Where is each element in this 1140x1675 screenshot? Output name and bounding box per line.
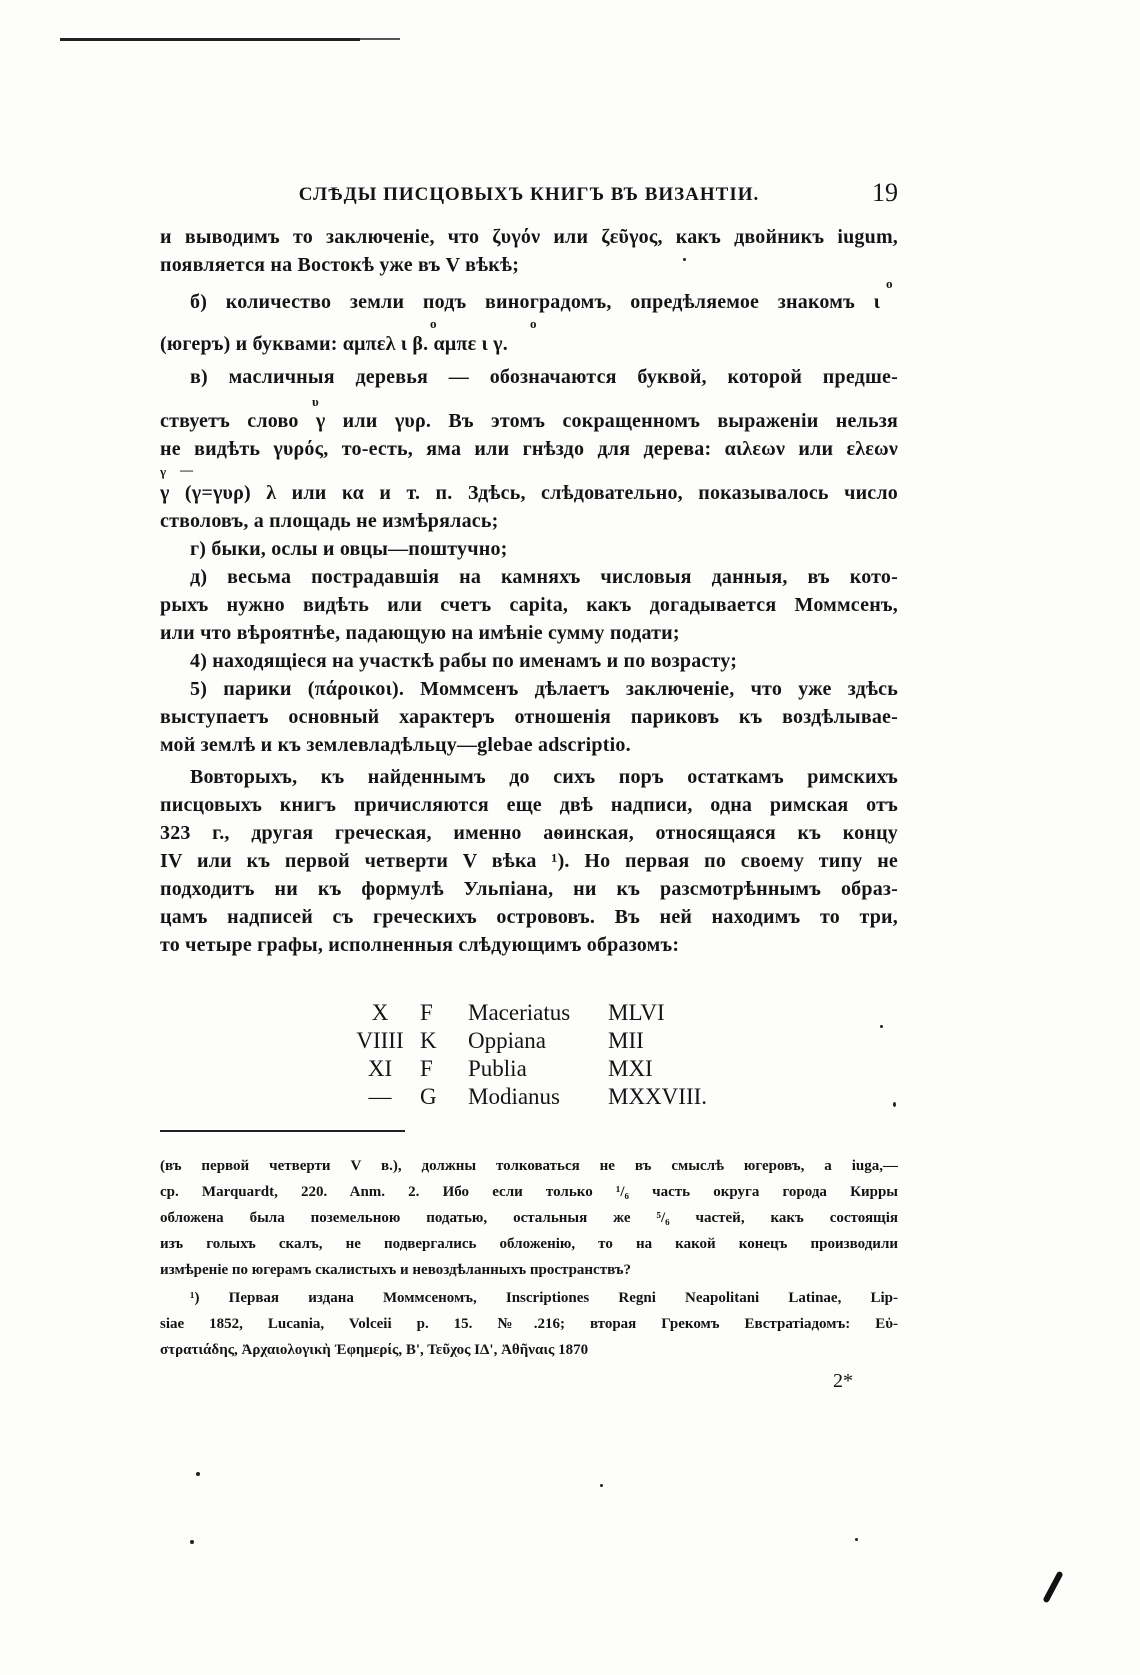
scan-speck	[683, 258, 686, 261]
body-line: подходитъ ни къ формулѣ Ульпіана, ни къ разсмотрѣннымъ образ-	[160, 878, 898, 900]
table-cell: X	[371, 1000, 389, 1025]
scan-speck	[855, 1538, 858, 1541]
footnote-line: ¹) Первая издана Моммсеномъ, Inscriptiones Regni Neapolitani Latinae, Lip-	[190, 1290, 898, 1306]
body-line: в) масличныя деревья — обозначаются буквой, которой предше-	[190, 366, 898, 388]
footnote-line: ср. Marquardt, 220. Anm. 2. Ибо если только ¹/₆ часть округа города Кирры	[160, 1184, 898, 1200]
sup-mark-gamma: γ	[160, 464, 167, 479]
body-line: 323 г., другая греческая, именно аѳинская, относящаяся къ концу	[160, 822, 898, 844]
body-line: ствуетъ слово γ или γυρ. Въ этомъ сокращенномъ выраженіи нельзя	[160, 410, 898, 432]
body-line: IV или къ первой четверти V вѣка ¹). Но первая по своему типу не	[160, 850, 898, 872]
body-line: или что вѣроятнѣе, падающую на имѣніе сумму подати;	[160, 622, 680, 644]
body-line: 4) находящіеся на участкѣ рабы по именамъ и по возрасту;	[190, 650, 738, 672]
scan-speck	[893, 1102, 896, 1107]
table-cell: MII	[608, 1028, 644, 1053]
sup-mark-o: o	[430, 316, 437, 331]
running-title: СЛѢДЫ ПИСЦОВЫХЪ КНИГЪ ВЪ ВИЗАНТІИ.	[298, 184, 760, 205]
footnote-line: обложена была поземельною податью, остальныя же ⁵/₆ частей, какъ состоящія	[160, 1210, 898, 1226]
scan-stroke	[1042, 1571, 1063, 1604]
table-cell: F	[420, 1056, 433, 1081]
body-line: не видѣть γυρός, то-есть, яма или гнѣздо для дерева: αιλεων или ελεων	[160, 438, 898, 460]
body-line: Вовторыхъ, къ найденнымъ до сихъ поръ остаткамъ римскихъ	[190, 766, 898, 788]
running-header	[160, 178, 898, 212]
body-line: стволовъ, а площадь не измѣрялась;	[160, 510, 499, 532]
body-line: появляется на Востокѣ уже въ V вѣкѣ;	[160, 254, 520, 276]
body-line: то четыре графы, исполненныя слѣдующимъ образомъ:	[160, 934, 680, 956]
table-cell: MXI	[608, 1056, 653, 1081]
table-cell: —	[368, 1084, 392, 1109]
body-line: д) весьма пострадавшія на камняхъ числовыя данныя, въ кото-	[190, 566, 898, 588]
footnote-line: изъ голыхъ скалъ, не подвергались обложенію, то на какой конецъ производили	[160, 1236, 898, 1252]
body-line: γ (γ=γυρ) λ или κα и т. п. Здѣсь, слѣдовательно, показывалось число	[160, 482, 898, 504]
sup-mark-u: υ	[312, 394, 319, 409]
footnote-rule	[160, 1130, 405, 1132]
table-cell: F	[420, 1000, 433, 1025]
body-line: выступаетъ основный характеръ отношенія париковъ къ воздѣлываe-	[160, 706, 898, 728]
footnote-line: στρατιάδης, Ἀρχαιολογικὴ Ἐφημερίς, Β', Τεῦχος ΙΔ', Ἀθῆναις 1870	[160, 1342, 589, 1358]
table-cell: MLVI	[608, 1000, 665, 1025]
body-line: писцовыхъ книгъ причисляются еще двѣ надписи, одна римская отъ	[160, 794, 898, 816]
table-cell: MXXVIII.	[608, 1084, 708, 1109]
table-cell: Publia	[468, 1056, 527, 1081]
table-cell: Oppiana	[468, 1028, 546, 1053]
footnote-line: siae 1852, Lucania, Volceii p. 15. №.216; вторая Грекомъ Евстратіадомъ: Εὐ-	[160, 1316, 898, 1332]
body-line: цамъ надписей съ греческихъ острововъ. Въ ней находимъ то три,	[160, 906, 898, 928]
top-edge-rule-tail	[360, 38, 400, 40]
body-line: рыхъ нужно видѣть или счетъ capita, какъ догадывается Моммсенъ,	[160, 594, 898, 616]
sup-mark-dash: —	[180, 462, 193, 477]
body-line: г) быки, ослы и овцы—поштучно;	[190, 538, 508, 560]
footnote-line: измѣреніе по югерамъ скалистыхъ и невоздѣланныхъ пространствъ?	[160, 1262, 632, 1278]
table-cell: K	[420, 1028, 437, 1053]
signature-mark: 2*	[833, 1370, 853, 1392]
top-edge-rule	[60, 38, 360, 41]
body-line: мой землѣ и къ землевладѣльцу—glebae adscriptio.	[160, 734, 631, 756]
page-number: 19	[872, 178, 898, 207]
body-line: 5) парики (πάροικοι). Моммсенъ дѣлаетъ заключеніе, что уже здѣсь	[190, 678, 898, 700]
scan-speck	[190, 1540, 194, 1544]
body-line: и выводимъ то заключеніе, что ζυγόν или ζεῦγος, какъ двойникъ iugum,	[160, 226, 898, 248]
table-cell: G	[420, 1084, 437, 1109]
table-cell: Modianus	[468, 1084, 560, 1109]
table-cell: XI	[367, 1056, 393, 1081]
table-cell: Maceriatus	[468, 1000, 571, 1025]
sup-mark-o: o	[886, 276, 893, 291]
body-line: (югеръ) и буквами: αμπελ ι β. αμπε ι γ.	[160, 333, 508, 355]
scan-speck	[880, 1025, 883, 1028]
body-line: б) количество земли подъ виноградомъ, опредѣляемое знакомъ ι	[190, 291, 880, 313]
sup-mark-o: o	[530, 316, 537, 331]
scan-speck	[196, 1472, 200, 1476]
scan-speck	[600, 1484, 603, 1487]
footnote-line: (въ первой четверти V в.), должны толковаться не въ смыслѣ югеровъ, а iuga,—	[160, 1158, 898, 1174]
table-cell: VIIII	[356, 1028, 404, 1053]
